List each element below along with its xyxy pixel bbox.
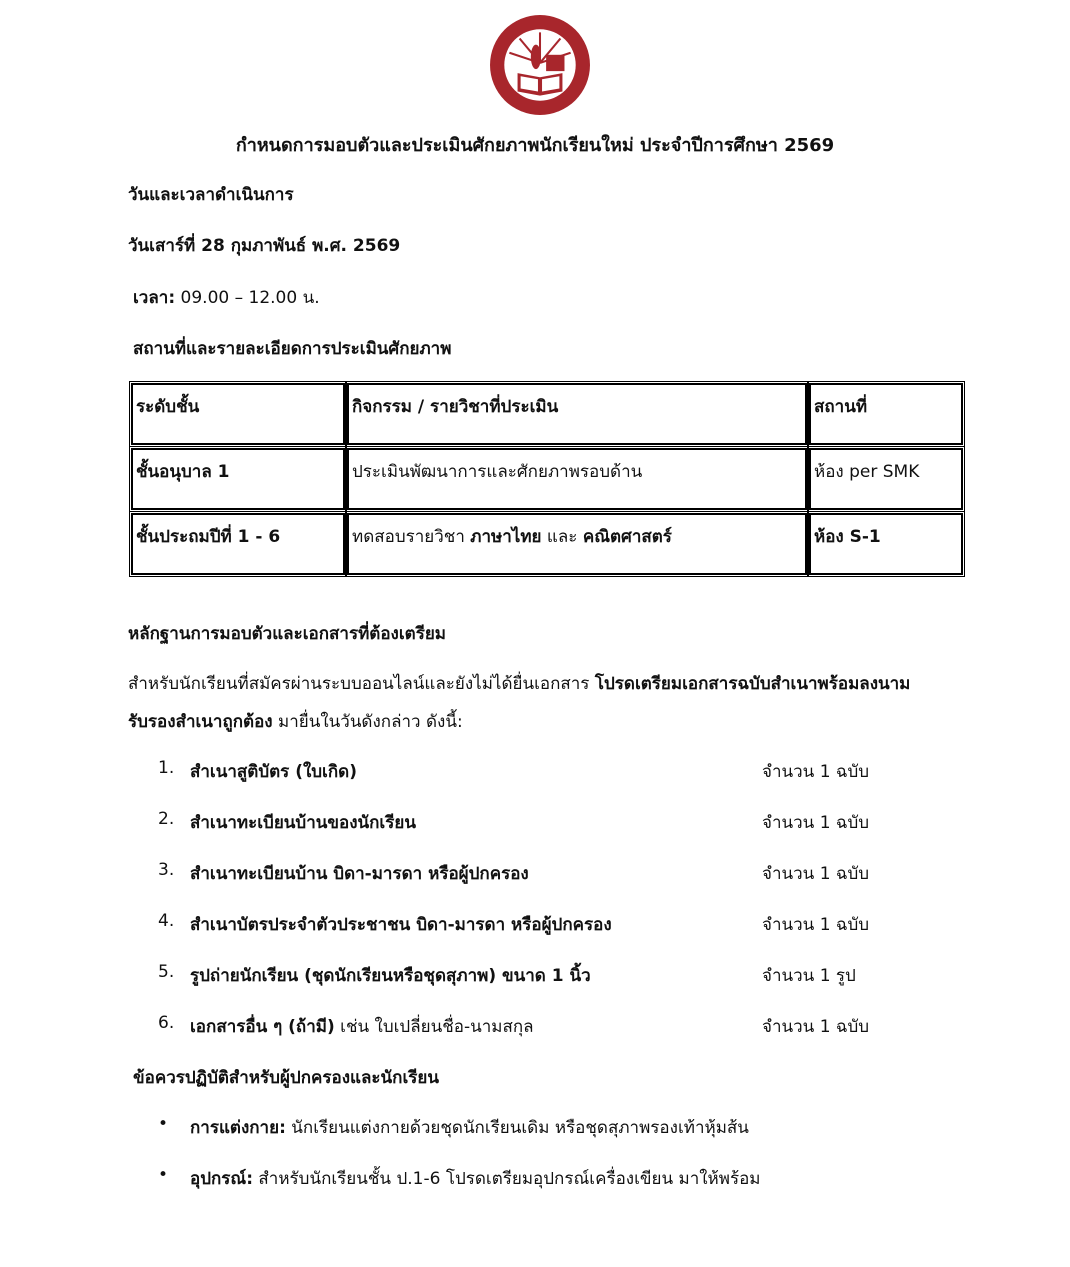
item-title: สำเนาบัตรประจำตัวประชาชน บิดา-มารดา หรือผู้ปกครอง [190, 915, 612, 935]
item-description: นักเรียนแต่งกายด้วยชุดนักเรียนเดิม หรือชุดสุภาพรองเท้าหุ้มส้น [285, 1118, 749, 1138]
documents-heading: หลักฐานการมอบตัวและเอกสารที่ต้องเตรียม [128, 624, 447, 644]
intro-text: สำหรับนักเรียนที่สมัครผ่านระบบออนไลน์และยังไม่ได้ยื่นเอกสาร [128, 674, 595, 694]
time-value: 09.00 – 12.00 น. [175, 288, 320, 308]
item-label: การแต่งกาย: [190, 1118, 286, 1138]
item-text [190, 962, 591, 989]
item-title: สำเนาทะเบียนบ้านของนักเรียน [190, 813, 416, 833]
documents-intro-line2 [128, 708, 463, 735]
header-place: สถานที่ [809, 383, 963, 445]
intro-bold: โปรดเตรียมเอกสารฉบับสำเนาพร้อมลงนาม [594, 674, 911, 694]
table-row [131, 448, 963, 510]
header-level: ระดับชั้น [131, 383, 345, 445]
intro-bold: รับรองสำเนาถูกต้อง [128, 712, 273, 732]
activity-text: และ [541, 527, 583, 547]
table-header-row [131, 383, 963, 445]
schedule-date: วันเสาร์ที่ 28 กุมภาพันธ์ พ.ศ. 2569 [128, 236, 401, 256]
venue-heading: สถานที่และรายละเอียดการประเมินศักยภาพ [133, 339, 452, 359]
item-quantity: จำนวน 1 ฉบับ [762, 762, 870, 782]
item-quantity: จำนวน 1 ฉบับ [762, 813, 870, 833]
intro-text: มายื่นในวันดังกล่าว ดังนี้: [272, 712, 463, 732]
table-row [131, 513, 963, 575]
item-number: 1. [158, 758, 175, 778]
item-quantity: จำนวน 1 รูป [762, 966, 856, 986]
time-label: เวลา: [133, 288, 176, 308]
item-number: 4. [158, 911, 175, 931]
item-title: สำเนาทะเบียนบ้าน บิดา-มารดา หรือผู้ปกครอง [190, 864, 529, 884]
item-description: สำหรับนักเรียนชั้น ป.1-6 โปรดเตรียมอุปกรณ์เครื่องเขียน มาให้พร้อม [253, 1169, 761, 1189]
item-quantity: จำนวน 1 ฉบับ [762, 864, 870, 884]
item-text [190, 809, 416, 836]
school-logo [489, 14, 591, 116]
bullet-icon: • [158, 1114, 169, 1134]
documents-intro-line1 [128, 670, 910, 697]
item-text [190, 1165, 761, 1192]
guidelines-heading: ข้อควรปฏิบัติสำหรับผู้ปกครองและนักเรียน [133, 1068, 439, 1088]
item-text [190, 1013, 534, 1040]
subject-math: คณิตศาสตร์ [582, 527, 672, 547]
cell-level: ชั้นประถมปีที่ 1 - 6 [131, 513, 345, 575]
item-number: 3. [158, 860, 175, 880]
item-quantity: จำนวน 1 ฉบับ [762, 1017, 870, 1037]
item-text [190, 911, 612, 938]
item-text [190, 860, 529, 887]
item-title: เอกสารอื่น ๆ (ถ้ามี) [190, 1017, 335, 1037]
item-number: 6. [158, 1013, 175, 1033]
item-note: เช่น ใบเปลี่ยนชื่อ-นามสกุล [334, 1017, 534, 1037]
item-title: รูปถ่ายนักเรียน (ชุดนักเรียนหรือชุดสุภาพ) ขนาด 1 นิ้ว [190, 966, 591, 986]
item-quantity: จำนวน 1 ฉบับ [762, 915, 870, 935]
item-text [190, 1114, 749, 1141]
cell-place: ห้อง per SMK [809, 448, 963, 510]
page-title: กำหนดการมอบตัวและประเมินศักยภาพนักเรียนใหม่ ประจำปีการศึกษา 2569 [235, 135, 835, 156]
cell-activity [347, 513, 807, 575]
activity-text: ทดสอบรายวิชา [352, 527, 471, 547]
item-number: 2. [158, 809, 175, 829]
schedule-time [133, 284, 320, 311]
assessment-table [129, 380, 965, 578]
subject-thai: ภาษาไทย [470, 527, 542, 547]
item-label: อุปกรณ์: [190, 1169, 253, 1189]
item-text [190, 758, 357, 785]
bullet-icon: • [158, 1165, 169, 1185]
cell-activity: ประเมินพัฒนาการและศักยภาพรอบด้าน [347, 448, 807, 510]
item-title: สำเนาสูติบัตร (ใบเกิด) [190, 762, 357, 782]
header-activity: กิจกรรม / รายวิชาที่ประเมิน [347, 383, 807, 445]
item-number: 5. [158, 962, 175, 982]
cell-level: ชั้นอนุบาล 1 [131, 448, 345, 510]
cell-place: ห้อง S-1 [809, 513, 963, 575]
schedule-heading: วันและเวลาดำเนินการ [128, 185, 294, 205]
